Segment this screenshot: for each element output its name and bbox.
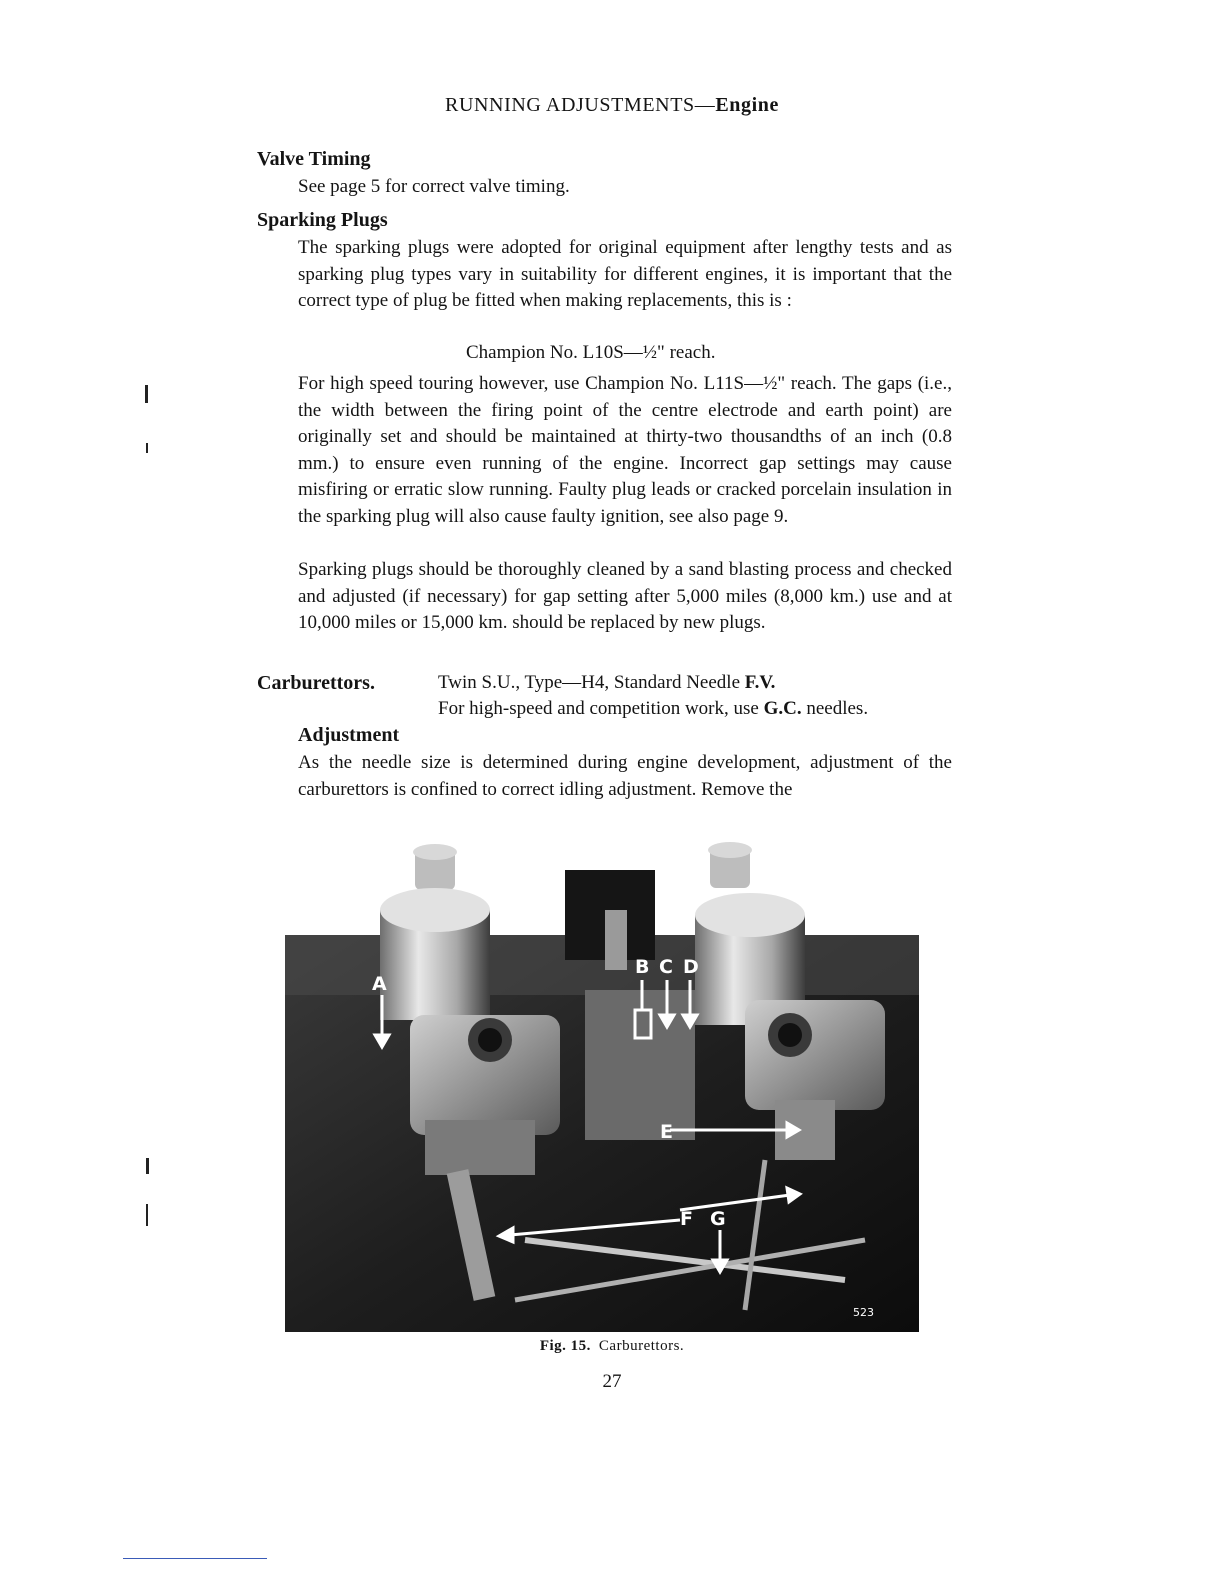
sparking-plugs-para-1: The sparking plugs were adopted for original equipment after lengthy tests and as sparking plug types vary in suitability for different engines, it is important that the correct type of plug be fitted when making replacements, this is : (298, 237, 952, 312)
margin-mark (146, 443, 148, 453)
label-c: C (659, 956, 673, 978)
valve-timing-heading: Valve Timing (257, 148, 371, 170)
margin-mark (146, 1204, 148, 1226)
carburettors-heading: Carburettors. (257, 672, 375, 694)
carburettors-line-1: Twin S.U., Type—H4, Standard Needle F.V. (438, 672, 776, 693)
page-number: 27 (602, 1371, 622, 1392)
label-f: F (680, 1208, 693, 1230)
label-d: D (683, 956, 699, 978)
figure-caption: Fig. 15. Carburettors. (539, 1338, 685, 1354)
carburettors-line-2: For high-speed and competition work, use G.C. needles. (438, 698, 869, 719)
label-g: G (710, 1208, 726, 1230)
valve-timing-text: See page 5 for correct valve timing. (298, 176, 570, 197)
running-header: RUNNING ADJUSTMENTS—Engine (445, 94, 779, 116)
footer-rule (123, 1558, 267, 1559)
sparking-plugs-para-2: For high speed touring however, use Champion No. L11S—½" reach. The gaps (i.e., the width between the firing point of the centre electrode and earth point) are originally set and should be maintained at thirty-two thousandths of an inch (0.8 mm.) to ensure even running of the engine. Incorrect gap settings may cause misfiring or erratic slow running. Faulty plug leads or cracked porcelain insulation in the sparking plug will also cause faulty ignition, see also page 9. (298, 373, 952, 527)
champion-spec: Champion No. L10S—½" reach. (466, 342, 716, 363)
sparking-plugs-para-3: Sparking plugs should be thoroughly cleaned by a sand blasting process and checked and adjusted (if necessary) for gap setting after 5,000 miles (8,000 km.) use and at 10,000 miles or 15,000 km. should be replaced by new plugs. (298, 559, 952, 634)
margin-mark (145, 385, 148, 403)
label-b: B (635, 956, 650, 978)
adjustment-text: As the needle size is determined during engine development, adjustment of the carburettors is confined to correct idling adjustment. Remove the (298, 752, 952, 800)
sparking-plugs-heading: Sparking Plugs (257, 209, 388, 231)
label-a: A (372, 973, 387, 995)
adjustment-heading: Adjustment (298, 724, 400, 746)
plate-number: 523 (853, 1306, 874, 1319)
label-e: E (660, 1121, 673, 1143)
margin-mark (146, 1158, 149, 1174)
carburettor-photo (285, 840, 919, 1332)
